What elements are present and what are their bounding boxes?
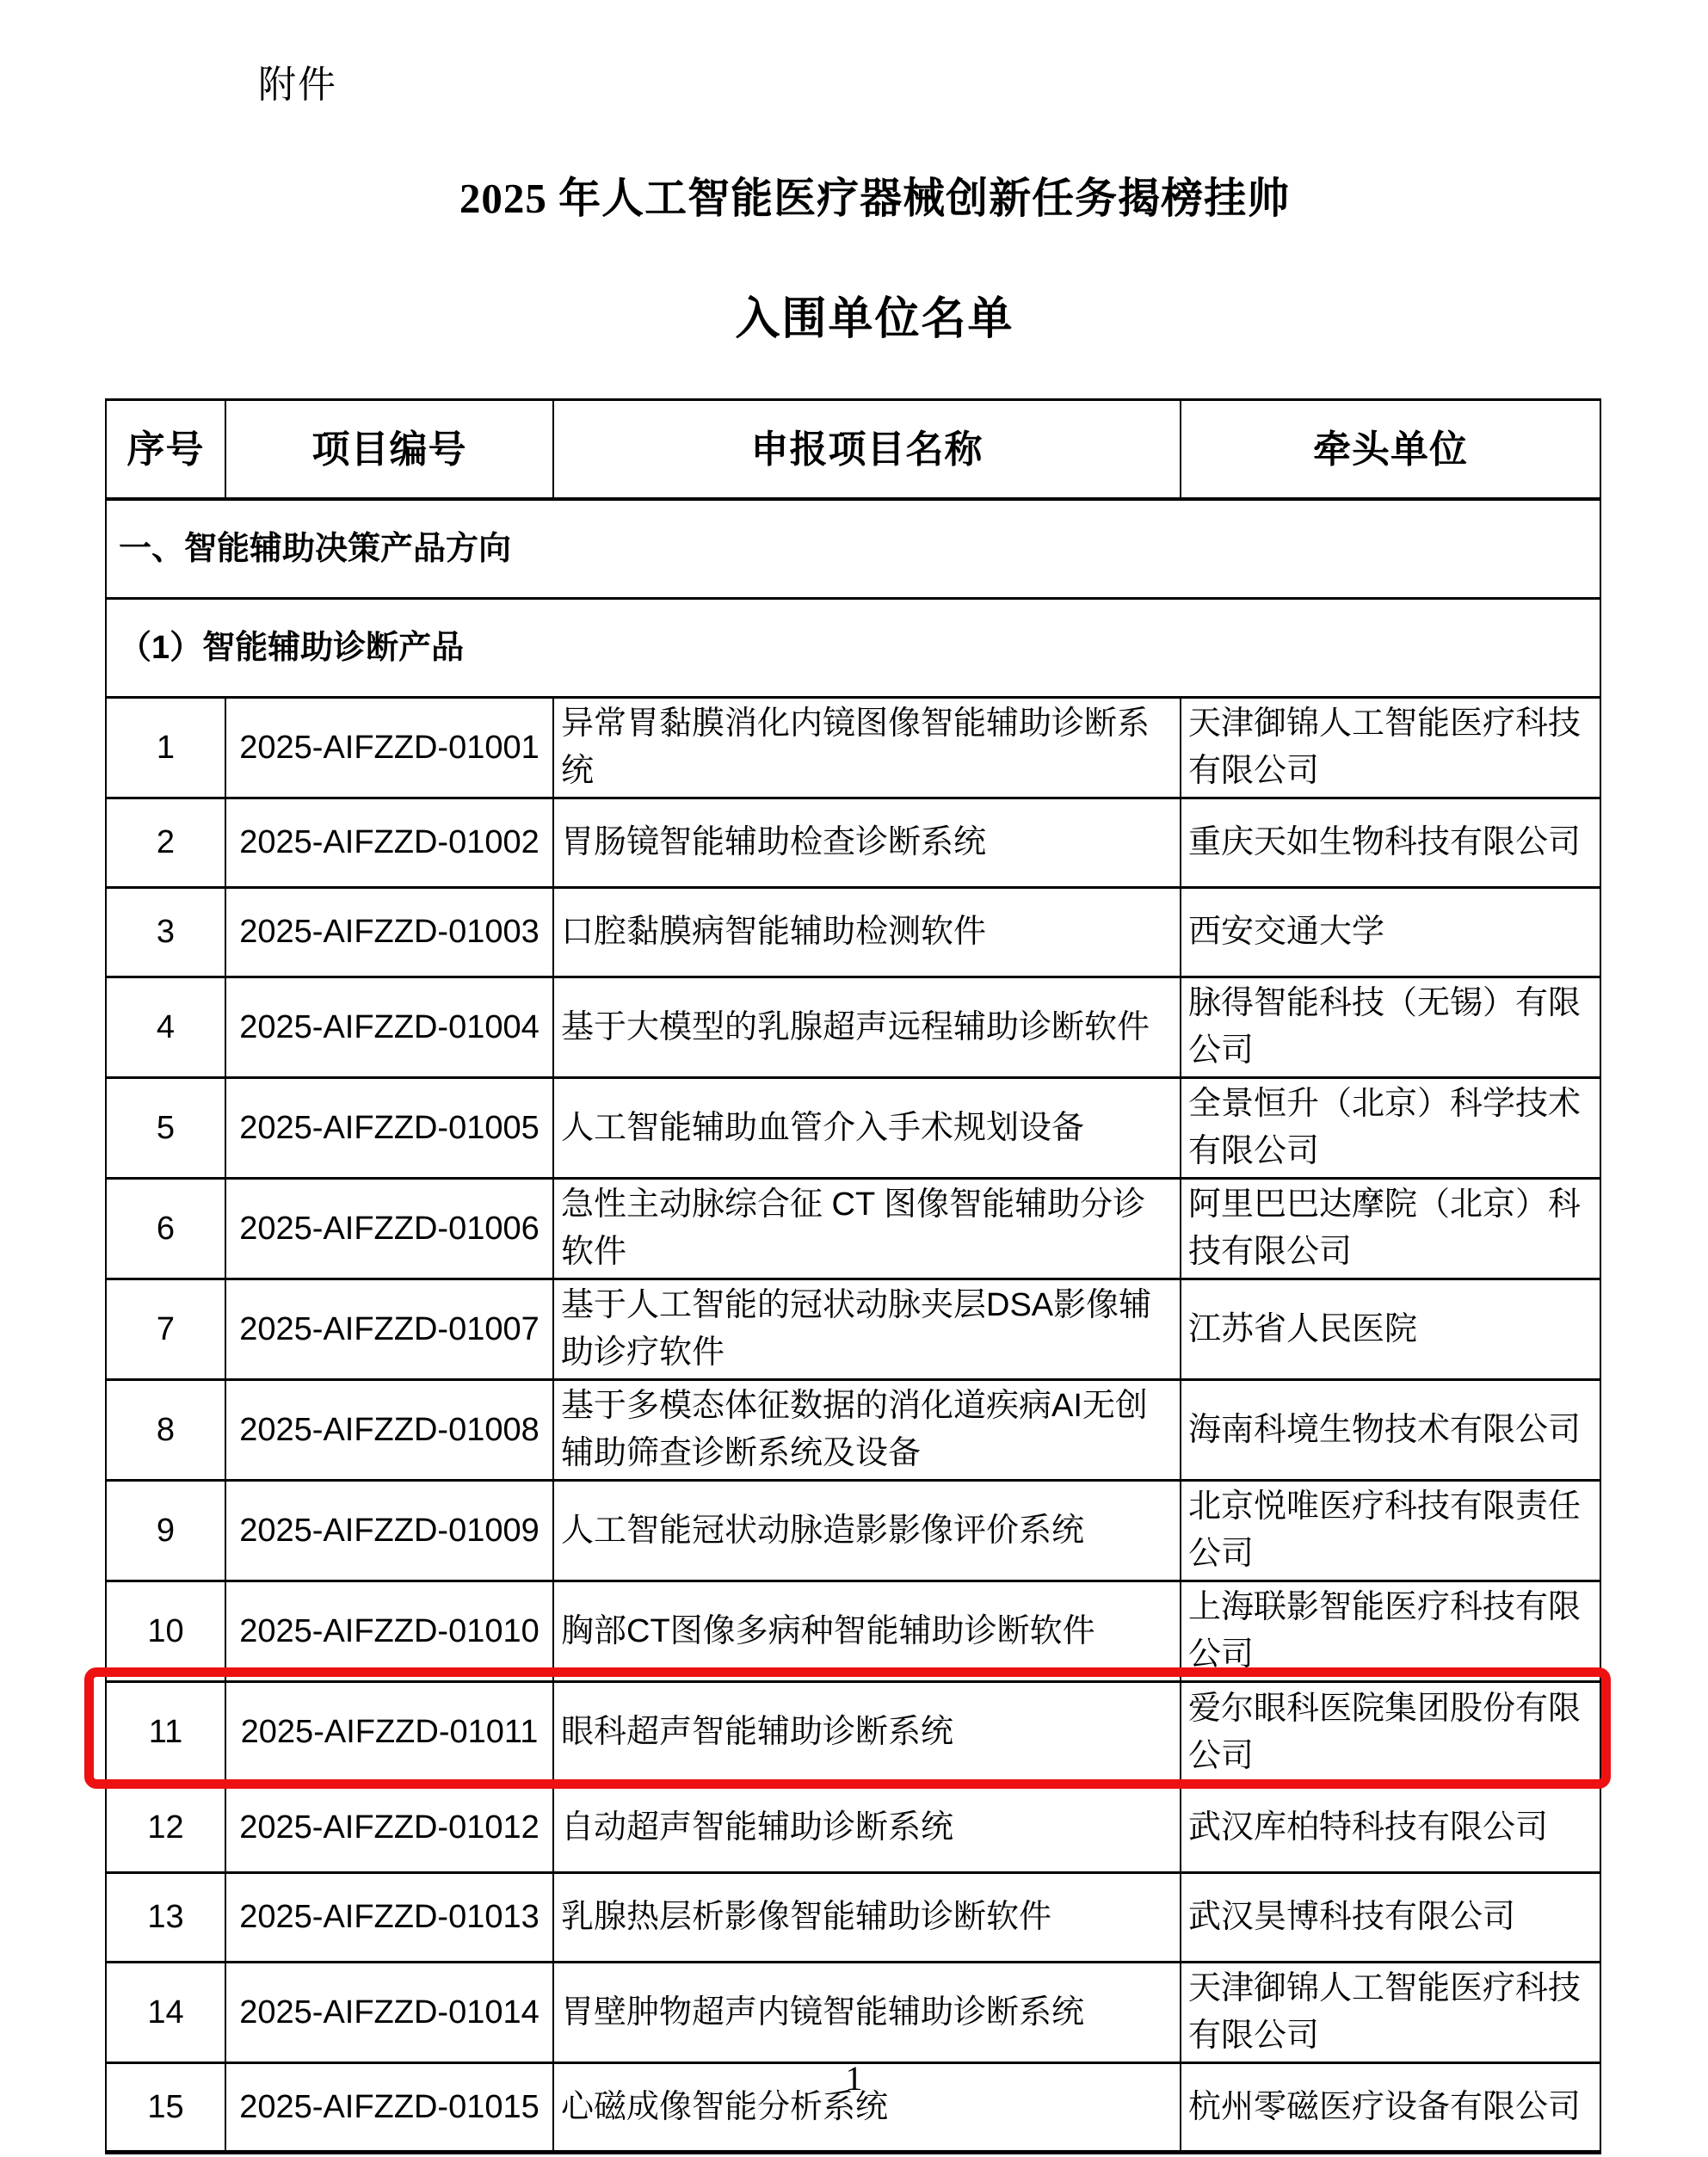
table-row bbox=[106, 1873, 1600, 1963]
cell-code: 2025-AIFZZD-01002 bbox=[225, 798, 553, 888]
cell-code: 2025-AIFZZD-01003 bbox=[225, 888, 553, 977]
cell-no: 11 bbox=[106, 1682, 225, 1784]
cell-project: 基于人工智能的冠状动脉夹层DSA影像辅助诊疗软件 bbox=[553, 1279, 1181, 1380]
section-label: 一、智能辅助决策产品方向 bbox=[106, 499, 1600, 599]
section-label: （1）智能辅助诊断产品 bbox=[106, 599, 1600, 698]
table-row bbox=[106, 1078, 1600, 1179]
table-row bbox=[106, 1380, 1600, 1481]
cell-org: 爱尔眼科医院集团股份有限公司 bbox=[1181, 1682, 1600, 1784]
table-row bbox=[106, 1963, 1600, 2063]
cell-project: 心磁成像智能分析系统 bbox=[553, 2063, 1181, 2153]
cell-no: 1 bbox=[106, 698, 225, 798]
cell-org: 天津御锦人工智能医疗科技有限公司 bbox=[1181, 1963, 1600, 2063]
cell-project: 人工智能冠状动脉造影影像评价系统 bbox=[553, 1481, 1181, 1581]
cell-project: 人工智能辅助血管介入手术规划设备 bbox=[553, 1078, 1181, 1179]
document-subtitle: 入围单位名单 bbox=[735, 295, 1014, 344]
table-row bbox=[106, 977, 1600, 1078]
cell-org: 江苏省人民医院 bbox=[1181, 1279, 1600, 1380]
cell-project: 胃壁肿物超声内镜智能辅助诊断系统 bbox=[553, 1963, 1181, 2063]
cell-code: 2025-AIFZZD-01001 bbox=[225, 698, 553, 798]
table-row bbox=[106, 1682, 1600, 1784]
cell-org: 阿里巴巴达摩院（北京）科技有限公司 bbox=[1181, 1179, 1600, 1279]
table-row bbox=[106, 698, 1600, 798]
cell-no: 3 bbox=[106, 888, 225, 977]
cell-no: 7 bbox=[106, 1279, 225, 1380]
cell-no: 5 bbox=[106, 1078, 225, 1179]
cell-no: 10 bbox=[106, 1581, 225, 1682]
cell-code: 2025-AIFZZD-01015 bbox=[225, 2063, 553, 2153]
column-header-org: 牵头单位 bbox=[1181, 400, 1600, 500]
cell-no: 2 bbox=[106, 798, 225, 888]
shortlist-table bbox=[105, 398, 1601, 2154]
cell-no: 9 bbox=[106, 1481, 225, 1581]
cell-code: 2025-AIFZZD-01006 bbox=[225, 1179, 553, 1279]
cell-org: 武汉昊博科技有限公司 bbox=[1181, 1873, 1600, 1963]
cell-org: 武汉库柏特科技有限公司 bbox=[1181, 1784, 1600, 1873]
table-row bbox=[106, 798, 1600, 888]
cell-code: 2025-AIFZZD-01010 bbox=[225, 1581, 553, 1682]
cell-code: 2025-AIFZZD-01011 bbox=[225, 1682, 553, 1784]
cell-no: 4 bbox=[106, 977, 225, 1078]
cell-project: 眼科超声智能辅助诊断系统 bbox=[553, 1682, 1181, 1784]
cell-no: 15 bbox=[106, 2063, 225, 2153]
cell-code: 2025-AIFZZD-01005 bbox=[225, 1078, 553, 1179]
cell-org: 西安交通大学 bbox=[1181, 888, 1600, 977]
cell-project: 急性主动脉综合征 CT 图像智能辅助分诊软件 bbox=[553, 1179, 1181, 1279]
column-header-no: 序号 bbox=[106, 400, 225, 500]
attachment-label: 附件 bbox=[258, 64, 337, 106]
cell-org: 上海联影智能医疗科技有限公司 bbox=[1181, 1581, 1600, 1682]
table-row bbox=[106, 1179, 1600, 1279]
cell-project: 口腔黏膜病智能辅助检测软件 bbox=[553, 888, 1181, 977]
cell-code: 2025-AIFZZD-01012 bbox=[225, 1784, 553, 1873]
cell-project: 基于多模态体征数据的消化道疾病AI无创辅助筛查诊断系统及设备 bbox=[553, 1380, 1181, 1481]
section-row-category bbox=[106, 599, 1600, 698]
table-row bbox=[106, 1279, 1600, 1380]
cell-org: 海南科境生物技术有限公司 bbox=[1181, 1380, 1600, 1481]
cell-project: 异常胃黏膜消化内镜图像智能辅助诊断系统 bbox=[553, 698, 1181, 798]
page-number: 1 bbox=[845, 2059, 863, 2098]
table-row bbox=[106, 1581, 1600, 1682]
section-row-direction bbox=[106, 499, 1600, 599]
cell-code: 2025-AIFZZD-01004 bbox=[225, 977, 553, 1078]
column-header-project: 申报项目名称 bbox=[553, 400, 1181, 500]
cell-project: 胸部CT图像多病种智能辅助诊断软件 bbox=[553, 1581, 1181, 1682]
cell-no: 13 bbox=[106, 1873, 225, 1963]
cell-org: 天津御锦人工智能医疗科技有限公司 bbox=[1181, 698, 1600, 798]
table-row bbox=[106, 888, 1600, 977]
cell-code: 2025-AIFZZD-01007 bbox=[225, 1279, 553, 1380]
cell-org: 北京悦唯医疗科技有限责任公司 bbox=[1181, 1481, 1600, 1581]
cell-project: 自动超声智能辅助诊断系统 bbox=[553, 1784, 1181, 1873]
cell-code: 2025-AIFZZD-01009 bbox=[225, 1481, 553, 1581]
cell-project: 胃肠镜智能辅助检查诊断系统 bbox=[553, 798, 1181, 888]
cell-no: 6 bbox=[106, 1179, 225, 1279]
cell-no: 14 bbox=[106, 1963, 225, 2063]
cell-project: 基于大模型的乳腺超声远程辅助诊断软件 bbox=[553, 977, 1181, 1078]
cell-no: 12 bbox=[106, 1784, 225, 1873]
table-row bbox=[106, 1784, 1600, 1873]
table-header-row bbox=[106, 400, 1600, 500]
cell-org: 重庆天如生物科技有限公司 bbox=[1181, 798, 1600, 888]
cell-org: 脉得智能科技（无锡）有限公司 bbox=[1181, 977, 1600, 1078]
document-title: 2025 年人工智能医疗器械创新任务揭榜挂帅 bbox=[459, 175, 1291, 222]
column-header-code: 项目编号 bbox=[225, 400, 553, 500]
cell-code: 2025-AIFZZD-01008 bbox=[225, 1380, 553, 1481]
cell-code: 2025-AIFZZD-01013 bbox=[225, 1873, 553, 1963]
cell-org: 杭州零磁医疗设备有限公司 bbox=[1181, 2063, 1600, 2153]
cell-project: 乳腺热层析影像智能辅助诊断软件 bbox=[553, 1873, 1181, 1963]
cell-code: 2025-AIFZZD-01014 bbox=[225, 1963, 553, 2063]
cell-no: 8 bbox=[106, 1380, 225, 1481]
table-row bbox=[106, 1481, 1600, 1581]
cell-org: 全景恒升（北京）科学技术有限公司 bbox=[1181, 1078, 1600, 1179]
